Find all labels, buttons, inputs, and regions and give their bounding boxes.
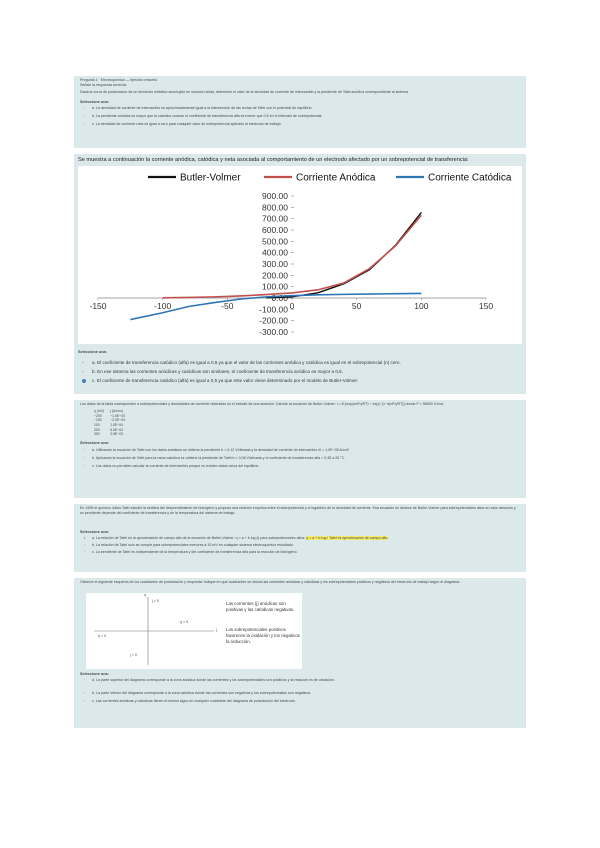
answer-option[interactable]: ◦ b. En ese sistema las corrientes anódicas y catódicas son similares, el coeficiente de transferencia anódico es mayor a 0,5. [82,369,344,374]
radio-icon: ◦ [84,699,86,704]
y-tick-label: -100.00 [259,304,288,315]
options-head: Seleccione una: [80,99,109,104]
axis-label-eta: η [144,593,146,597]
radio-icon: ◦ [84,550,86,555]
question-title: Pregunta 1 · Electroquímica — ejercicio resuelto [80,78,158,82]
question-block-2 [74,154,526,394]
question-statement: Dada la curva de polarización de un electrodo metálico sumergido en solución ácida, determine el valor de la densidad de corriente de intercambio y la pendiente de Tafel anódica correspondiente al sistema. [80,90,409,95]
radio-icon: ◦ [84,455,86,460]
current-chart [78,166,522,344]
radio-icon: ◦ [82,360,84,365]
answer-option-selected[interactable]: c. El coeficiente de transferencia catódico (alfa) es igual a 0,5 ya que este valor viene determinado por el modelo de Butler-Volmer. [78,376,522,385]
y-tick-label: 500.00 [262,236,288,247]
label-eta-positive: η > 0 [180,620,189,624]
chart-caption: Se muestra a continuación la corriente anódica, catódica y neta asociada al comportamiento de un electrodo afectado por un sobrepotencial de transferencia: [78,157,469,163]
y-tick-label: 200.00 [262,270,288,281]
answer-option[interactable]: ◦ a. La densidad de corriente de intercambio es aproximadamente igual a la intersección de las rectas de Tafel con el potencial de equilibrio. [84,105,313,110]
answer-option-selected[interactable]: • a. La relación de Tafel es la aproximación de campo alto de la ecuación de Butler-Volmer: η = a + b log |i| para sobrepotenciales altos: η = a + b·log i Tafel es aproximación de campo alto. [84,536,389,540]
y-tick-label: 900.00 [262,191,288,201]
radio-icon: ◦ [84,543,86,548]
table-row: −200 −1.0E−03 [94,413,125,418]
radio-icon: ◦ [82,369,84,374]
answer-option[interactable]: ◦ c. La pendiente de Tafel es independiente de la temperatura y del coeficiente de transferencia alfa para la reacción de hidrógeno. [84,550,298,555]
chart-panel [78,166,522,344]
diagram-note-2: Los sobrepotenciales positivos favorecen la oxidación y los negativos la reducción. [226,627,300,644]
question-block-5 [74,578,526,728]
answer-option[interactable]: ◦ b. La relación de Tafel solo se cumple para sobrepotenciales menores a 10 mV en cualquier sistema electroquímico estudiado. [84,543,294,548]
options-head: Seleccione una: [80,440,109,445]
question-statement: Los datos de la tabla corresponden a sobrepotenciales y densidades de corriente obtenidas en el estudio de una aleación. Calcule la ecuación de Butler-Volmer: i = i0 [exp(αnFη/RT) − exp(−(1−α)nFη/RT)] donde F = 96500 C/mol. [80,402,445,406]
table-header: η (mV) j (A/cm²) [94,409,123,414]
diagram-note-1: Las corrientes (j) anódicas son positivas y las catódicas negativas. [226,601,295,612]
axis-label-j: j [216,628,217,632]
y-tick-label: 800.00 [262,202,288,213]
table-row: 200 5.0E−04 [94,427,123,432]
options-head: Seleccione una: [80,672,109,676]
y-tick-label: 300.00 [262,259,288,269]
question-statement: En 1905 el químico Julius Tafel estudió la cinética del desprendimiento de hidrógeno y propuso una relación empírica entre el sobrepotencial y el logaritmo de la densidad de corriente. Esa ecuación se deduce de Butler-Volmer para sobrepotenciales altos en valor absoluto y su pendiente depende del coeficiente de transferencia y de la temperatura del sistema de trabajo. [80,506,516,516]
radio-icon: ◦ [84,464,86,469]
label-j-negative: j < 0 [130,653,137,657]
legend-label: Corriente Catódica [428,172,512,184]
y-tick-label: 700.00 [262,213,288,224]
answer-option[interactable]: ◦ b. La pendiente anódica es mayor que la catódica cuando el coeficiente de transferencia alfa es menor que 0,5 en el intervalo de sobrepotencial. [84,113,323,118]
series-line [266,212,421,297]
x-tick-label: -100 [154,301,172,311]
radio-icon: ◦ [84,678,86,682]
table-row: 300 2.5E−03 [94,432,123,437]
label-eta-negative: η < 0 [98,634,107,638]
radio-icon: ◦ [84,113,86,118]
x-tick-label: 100 [414,301,429,311]
y-tick-label: -200.00 [259,315,288,326]
x-tick-label: 0 [289,301,295,311]
series-line [163,215,422,298]
radio-icon: ◦ [84,122,86,127]
legend-label: Butler-Volmer [180,172,241,184]
highlighted-answer: η = a + b·log i Tafel es aproximación de campo alto. [306,536,389,540]
question-block-3 [74,400,526,498]
x-tick-label: -50 [221,301,234,311]
question-subtitle: Señale la respuesta correcta: [80,83,127,88]
y-tick-label: 0.00 [271,293,288,303]
answer-option[interactable]: ◦ c. Las corrientes anódicas y catódicas tienen el mismo signo en cualquier cuadrante del diagrama de polarización del electrodo. [84,699,296,704]
y-tick-label: 400.00 [262,247,288,258]
answer-option[interactable]: ◦ a. Utilizando la ecuación de Tafel con los datos anódicos se obtiene la pendiente b = 0,12 V/década y la densidad de corriente de intercambio i0 = 1,0E−05 A/cm². [84,447,350,452]
options-head: Seleccione una: [78,350,107,354]
table-row: 100 1.0E−04 [94,422,123,427]
radio-selected-icon [82,376,88,385]
x-tick-label: 50 [351,301,362,311]
question-block-1 [74,76,526,148]
radio-icon: ◦ [84,691,86,695]
options-head: Seleccione una: [80,530,109,534]
quadrant-diagram [86,593,302,669]
answer-option[interactable]: ◦ b. La parte inferior del diagrama corresponde a la zona catódica donde las corrientes son negativas y los sobrepotenciales son negativos. [84,691,312,695]
y-tick-label: -300.00 [259,327,288,337]
table-row: −100 −2.0E−04 [94,418,125,423]
answer-option[interactable]: ◦ c. Los datos no permiten calcular la corriente de intercambio porque no existen datos cerca del equilibrio. [84,464,260,469]
label-j-positive: j > 0 [152,599,159,603]
y-tick-label: 600.00 [262,225,288,235]
answer-option[interactable]: ◦ a. El coeficiente de transferencia catódico (alfa) es igual a 0,5 ya que el valor de las corrientes anódica y catódica es igual en el sobrepotencial (n) cero. [82,360,401,365]
answer-option[interactable]: ◦ a. La parte superior del diagrama corresponde a la zona anódica donde las corrientes y los sobrepotenciales son positivos y la reacción es de oxidación. [84,678,335,682]
answer-option[interactable]: ◦ c. La densidad de corriente neta es igual a cero para cualquier valor de sobrepotencial aplicado al electrodo de trabajo. [84,122,282,127]
answer-option[interactable]: ◦ b. Aplicando la ecuación de Tafel para la rama catódica se obtiene la pendiente de Tafel b = 0,08 V/década y el coeficiente de transferencia alfa = 0,35 a 25 °C. [84,455,346,460]
data-table [94,409,131,437]
radio-selected-icon: • [84,536,86,540]
question-block-4 [74,504,526,572]
legend-label: Corriente Anódica [296,172,376,184]
x-tick-label: -150 [89,301,107,311]
question-statement: Observe el siguiente esquema de los cuadrantes de polarización y responda: indique en qué cuadrantes se ubican las corrientes anódicas y catódicas y los sobrepotenciales positivos y negativos del electrodo de trabajo según el diagrama. [80,580,461,584]
y-tick-label: 100.00 [262,281,288,292]
radio-icon: ◦ [84,447,86,452]
x-tick-label: 150 [478,301,494,311]
radio-icon: ◦ [84,105,86,110]
